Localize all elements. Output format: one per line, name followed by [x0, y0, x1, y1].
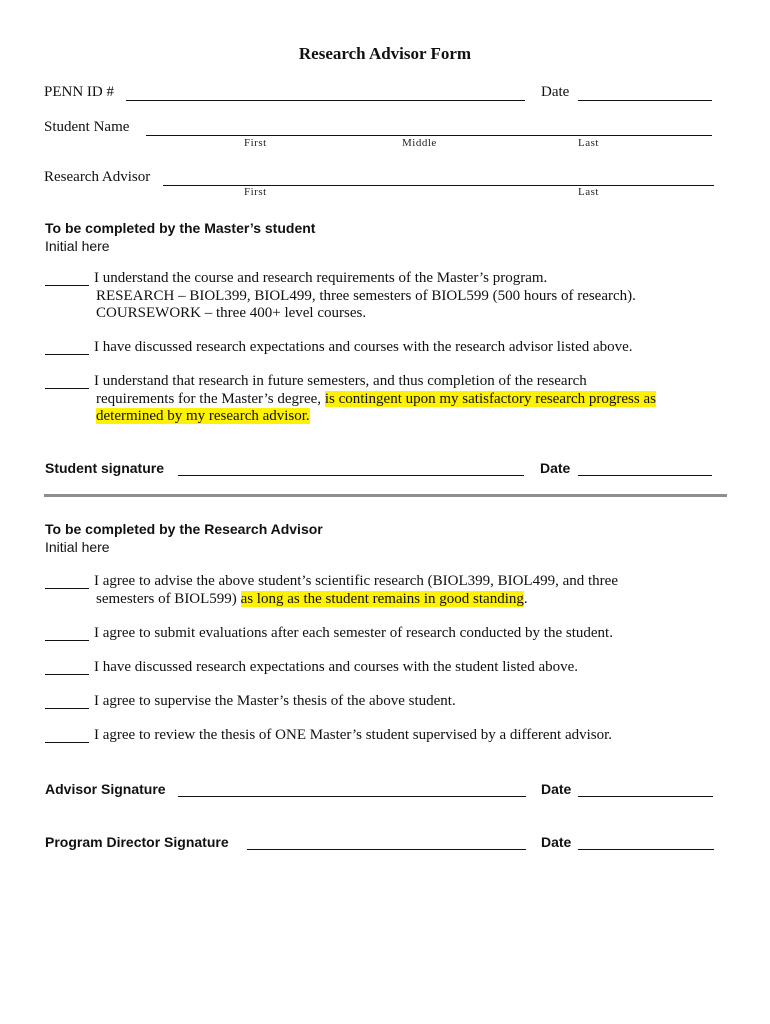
penn-id-field[interactable] — [126, 100, 525, 101]
advisor-statement-4: I agree to supervise the Master’s thesis of the above student. — [94, 693, 456, 709]
director-date-field[interactable] — [578, 849, 714, 850]
penn-id-label: PENN ID # — [44, 84, 114, 100]
student-first-sublabel: First — [244, 137, 267, 149]
director-signature-label: Program Director Signature — [45, 834, 229, 850]
advisor-last-sublabel: Last — [578, 186, 599, 198]
student-initial-blank-1[interactable] — [45, 285, 89, 286]
date-label: Date — [541, 84, 570, 100]
student-highlight-text-1: is contingent upon my satisfactory research progress as — [324, 390, 656, 407]
student-statement-3: I understand that research in future semesters, and thus completion of the research requirements for the Master’s degree, is contingent upon my satisfactory research progress as determined by my research advisor. — [94, 373, 656, 424]
advisor-highlight-text: as long as the student remains in good standing — [240, 590, 524, 607]
student-middle-sublabel: Middle — [402, 137, 437, 149]
section-divider — [44, 494, 727, 497]
student-signature-field[interactable] — [178, 475, 524, 476]
student-name-field[interactable] — [146, 135, 712, 136]
student-highlight-text-2: determined by my research advisor. — [96, 408, 310, 424]
advisor-initial-blank-1[interactable] — [45, 588, 89, 589]
student-initial-label: Initial here — [45, 238, 110, 254]
advisor-initial-label: Initial here — [45, 539, 110, 555]
advisor-initial-blank-2[interactable] — [45, 640, 89, 641]
advisor-section-heading: To be completed by the Research Advisor — [45, 521, 323, 537]
form-title: Research Advisor Form — [298, 44, 472, 63]
advisor-signature-label: Advisor Signature — [45, 781, 166, 797]
student-statement-1: I understand the course and research requirements of the Master’s program. RESEARCH – BIOL399, BIOL499, three semesters of BIOL599 (500 hours of research). COURSEWORK – three 400+ level courses. — [94, 270, 636, 321]
advisor-statement-5: I agree to review the thesis of ONE Master’s student supervised by a different advisor. — [94, 727, 613, 743]
student-initial-blank-2[interactable] — [45, 354, 89, 355]
student-signature-label: Student signature — [45, 460, 165, 476]
director-date-label: Date — [541, 834, 572, 850]
director-signature-field[interactable] — [247, 849, 526, 850]
advisor-first-sublabel: First — [244, 186, 267, 198]
advisor-statement-3: I have discussed research expectations and courses with the student listed above. — [94, 659, 579, 675]
student-statement-2: I have discussed research expectations and courses with the research advisor listed above. — [94, 339, 633, 355]
student-section-heading: To be completed by the Master’s student — [45, 220, 316, 236]
research-advisor-label: Research Advisor — [44, 169, 151, 185]
advisor-initial-blank-3[interactable] — [45, 674, 89, 675]
date-field[interactable] — [578, 100, 712, 101]
student-last-sublabel: Last — [578, 137, 599, 149]
student-initial-blank-3[interactable] — [45, 388, 89, 389]
advisor-statement-2: I agree to submit evaluations after each semester of research conducted by the student. — [94, 625, 613, 641]
student-date-label: Date — [540, 460, 571, 476]
advisor-initial-blank-4[interactable] — [45, 708, 89, 709]
advisor-date-label: Date — [541, 781, 572, 797]
student-name-label: Student Name — [44, 119, 130, 135]
student-date-field[interactable] — [578, 475, 712, 476]
advisor-signature-field[interactable] — [178, 796, 526, 797]
advisor-date-field[interactable] — [578, 796, 713, 797]
advisor-statement-1: I agree to advise the above student’s scientific research (BIOL399, BIOL499, and three semesters of BIOL599) as long as the student remains in good standing. — [94, 573, 618, 607]
advisor-initial-blank-5[interactable] — [45, 742, 89, 743]
